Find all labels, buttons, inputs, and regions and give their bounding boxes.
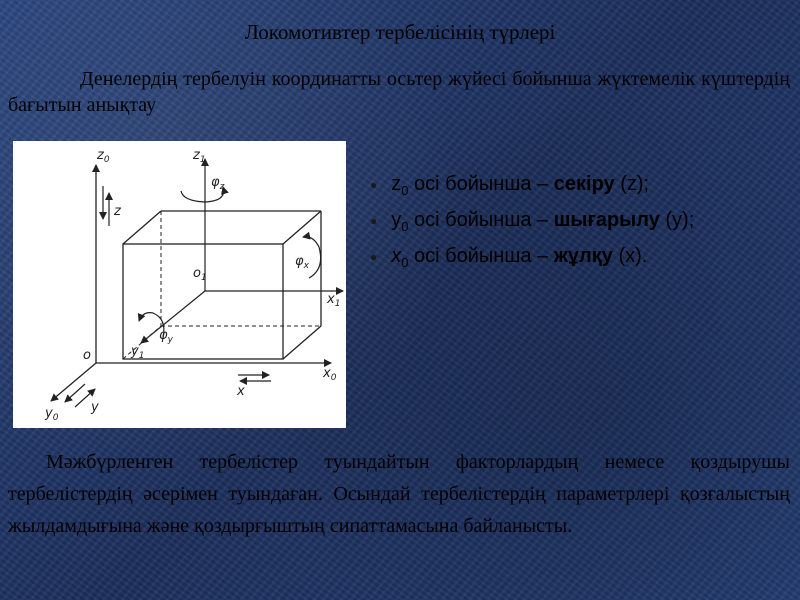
bold-term: секіру <box>553 173 615 195</box>
label-o: o <box>83 348 91 363</box>
label-z1: $z_1$ <box>193 148 206 165</box>
bullet-dot-icon: ● <box>370 213 378 228</box>
bullet-y-axis: ● $y_0$ осі бойынша – шығарылу (y); <box>370 209 695 234</box>
bullet-x-axis: ● $x_0$ осі бойынша – жұлқу (x). <box>370 245 648 270</box>
bold-term: жұлқу <box>553 245 613 267</box>
label-y0: $y_0$ <box>45 406 59 423</box>
outro-paragraph: Мәжбүрленген тербелістер туындайтын факторлардың немесе қоздырушы тербелістердің әсерімен туындаған. Осындай тербелістердің параметрлері қозғалыстың жылдамдығына және қоздырғыштың сипаттамасына байланысты. <box>8 451 790 537</box>
label-o1: $o_1$ <box>193 266 207 283</box>
y1-axis <box>141 291 205 343</box>
diagram-svg <box>13 141 346 428</box>
label-x0: $x_0$ <box>323 366 337 383</box>
coordinate-diagram <box>13 141 346 428</box>
intro-paragraph: Денелердің тербелуін координатты осьтер жүйесі бойынша жүктемелік күштердің бағытын анықтау <box>8 68 790 116</box>
label-phi-y: $\varphi_y$ <box>159 328 173 345</box>
label-phi-z: $\varphi_z$ <box>211 175 225 192</box>
label-x: x <box>237 384 245 399</box>
phi-x-arc <box>303 237 321 278</box>
bold-term: шығарылу <box>553 209 660 231</box>
label-z: z <box>114 204 121 219</box>
bullet-dot-icon: ● <box>370 177 378 192</box>
box-front-face <box>123 244 283 359</box>
label-phi-x: $\varphi_x$ <box>295 254 309 271</box>
label-y1: $y_1$ <box>131 344 145 361</box>
y0-axis <box>51 363 96 401</box>
bullet-z-axis: ● $z_0$ осі бойынша – секіру (z); <box>370 173 650 198</box>
axis-bullet-list <box>370 166 790 274</box>
slide-title: Локомотивтер тербелісінің түрлері <box>244 20 556 44</box>
label-x1: $x_1$ <box>327 292 341 309</box>
label-y: y <box>91 400 99 415</box>
bullet-dot-icon: ● <box>370 249 378 264</box>
label-z0: $z_0$ <box>97 148 110 165</box>
